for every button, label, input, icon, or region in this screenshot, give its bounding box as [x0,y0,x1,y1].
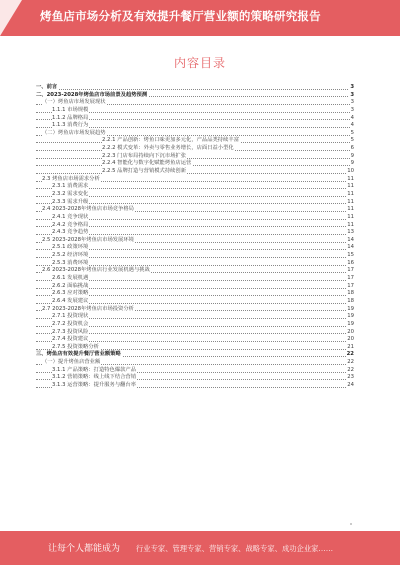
toc-page-number: 19 [347,313,354,320]
toc-page-number: 20 [347,328,354,335]
toc-entry[interactable] [36,99,354,107]
toc-page-number: 21 [347,343,354,350]
toc-page-number: 22 [346,351,354,358]
toc-entry-text: 2.2.3 门店布局持续向下沉市场扩张 [102,152,187,159]
toc-page-number: 4 [350,114,354,121]
toc-page-number: 4 [350,122,354,129]
toc-leader-dots [36,89,354,90]
toc-entry[interactable] [36,153,354,161]
toc-page-number: 11 [347,190,354,197]
toc-entry[interactable] [36,229,354,237]
toc-entry-text: 2.3.1 消费需求 [52,183,89,190]
toc-entry[interactable] [36,359,354,367]
toc-entry[interactable] [36,214,354,222]
toc-entry-text: 2.7.3 投资风险 [52,328,89,335]
toc-entry-text: 3.1.2 营销策略：线上线下结合营销 [52,374,137,381]
toc-entry[interactable] [36,252,354,260]
toc-entry-text: 2.6.3 应对策略 [52,290,89,297]
toc-page-number: 16 [347,259,354,266]
toc-entry-text: 2.3.2 需求变化 [52,190,89,197]
header-accent-shape [0,0,22,36]
toc-page-number: 14 [347,244,354,251]
toc-entry-text: 2.4 2023-2028年烤鱼店市场竞争格局 [42,206,134,213]
footer-bar [0,531,400,565]
toc-entry-text: 2.5.1 政策环境 [52,244,89,251]
toc-title: 内容目录 [173,56,226,70]
toc-page-number: 3 [350,84,354,90]
toc-entry-text: 2.4.2 竞争格局 [52,221,89,228]
toc-page-number: 17 [347,267,354,274]
toc-page-number: 19 [347,320,354,327]
toc-page-number: 3 [350,99,354,106]
toc-entry-text: （二）烤鱼店市场发展趋势 [42,129,106,136]
toc-page-number: 5 [350,137,354,144]
toc-entry-text: 1.1.2 品牌格局 [52,114,89,121]
footer-slogan-lead: 让每个人都能成为 [48,544,121,554]
toc-page-number: 10 [347,168,354,175]
toc-entry-text: 2.7.5 投资策略分析 [52,343,99,350]
toc-entry[interactable] [36,84,354,92]
toc-entry[interactable] [36,290,354,298]
toc-page-number: 18 [347,290,354,297]
toc-page-number: 19 [347,305,354,312]
toc-entry-text: 3.1.3 运营策略：提升服务与翻台率 [52,381,137,388]
toc-page-number: 22 [347,366,354,373]
toc-entry-text: 2.4.1 竞争现状 [52,213,89,220]
toc-page-number: 9 [350,152,354,159]
toc-page-number: 15 [347,252,354,259]
toc-entry-text: 2.7.1 投资现状 [52,313,89,320]
toc-page-number: 13 [347,229,354,236]
header-bar [0,0,400,36]
toc-entry[interactable] [36,145,354,153]
toc-page-number: 3 [350,91,354,98]
toc-leader-dots [36,173,354,174]
toc-entry[interactable] [36,191,354,199]
toc-entry-text: 三、烤鱼店有效提升餐厅营业额策略 [36,351,121,358]
toc-entry[interactable] [36,107,354,115]
footer-slogan-rest: 行业专家、管理专家、营销专家、战略专家、成功企业家…… [136,544,334,553]
toc-leader-dots [36,165,354,166]
toc-entry-text: 2.3 烤鱼店市场需求分析 [42,175,100,182]
toc-entry-text: 2.7.4 投资建议 [52,336,89,343]
page-marker [350,523,352,525]
toc-page-number: 17 [347,275,354,282]
toc-entry-text: （一）提升烤鱼店营业额 [42,359,101,366]
toc-entry[interactable] [36,351,354,359]
toc-entry-text: 2.6.2 面临挑战 [52,282,89,289]
toc-page-number: 11 [347,183,354,190]
toc-page-number: 11 [347,213,354,220]
toc-page-number: 5 [350,129,354,136]
toc-entry[interactable] [36,168,354,176]
toc-entry[interactable] [36,275,354,283]
toc-entry[interactable] [36,313,354,321]
toc-page-number: 17 [347,282,354,289]
table-of-contents [36,84,354,390]
toc-entry-text: 2.2.2 模式变革：外卖与零售业务增长，店面日益小型化 [102,145,234,152]
toc-entry-text: 2.5.2 经济环境 [52,252,89,259]
toc-page-number: 11 [347,206,354,213]
toc-page-number: 11 [347,175,354,182]
toc-page-number: 18 [347,297,354,304]
toc-entry[interactable] [36,206,354,214]
toc-entry-text: 2.2.1 产品创新：烤鱼口味更加多元化，产品品类持续丰富 [102,137,239,144]
toc-entry-text: 2.6.4 发展建议 [52,297,89,304]
toc-entry[interactable] [36,382,354,390]
toc-entry-text: 2.4.3 竞争趋势 [52,229,89,236]
toc-entry[interactable] [36,160,354,168]
toc-entry[interactable] [36,374,354,382]
toc-page-number: 24 [347,381,354,388]
toc-entry-text: 二、2023-2028年烤鱼店市场前景及趋势预测 [36,91,148,98]
toc-entry-text: 一、前言 [36,84,58,90]
toc-page-number: 14 [347,236,354,243]
toc-entry-text: 2.5.3 消费环境 [52,259,89,266]
toc-entry-text: 1.1.1 市场规模 [52,106,89,113]
toc-entry[interactable] [36,336,354,344]
toc-page-number: 6 [350,145,354,152]
toc-page-number: 9 [350,160,354,167]
toc-entry[interactable] [36,267,354,275]
toc-page-number: 11 [347,221,354,228]
toc-entry-text: 2.6 2023-2028年烤鱼店行业发展机遇与挑战 [42,267,150,274]
report-title: 烤鱼店市场分析及有效提升餐厅营业额的策略研究报告 [40,9,321,23]
toc-entry-text: 1.1.3 消费行为 [52,122,89,129]
toc-leader-dots [36,158,354,159]
toc-entry-text: 2.2.5 品牌打造与营销模式持续创新 [102,168,187,175]
toc-entry-text: 2.5 2023-2028年烤鱼店市场发展环境 [42,236,134,243]
toc-entry-text: 2.7.2 投资机会 [52,320,89,327]
toc-entry-text: （一）烤鱼店市场发展现状 [42,99,106,106]
toc-entry[interactable] [36,298,354,306]
toc-entry-text: 2.7 2023-2028年烤鱼店市场投资分析 [42,305,134,312]
toc-page-number: 11 [347,198,354,205]
toc-entry[interactable] [36,244,354,252]
toc-entry[interactable] [36,137,354,145]
toc-page-number: 3 [350,106,354,113]
toc-entry-text: 2.6.1 发展机遇 [52,275,89,282]
toc-page-number: 22 [347,359,354,366]
toc-entry-text: 2.3.3 需求升级 [52,198,89,205]
toc-entry-text: 3.1.1 产品策略：打造特色爆款产品 [52,366,137,373]
toc-entry[interactable] [36,329,354,337]
footer-slogan [48,541,333,554]
toc-entry[interactable] [36,321,354,329]
toc-entry[interactable] [36,183,354,191]
toc-entry-text: 2.2.4 智能化与数字化赋能烤鱼店运营 [102,160,192,167]
toc-page-number: 20 [347,336,354,343]
toc-page-number: 23 [347,374,354,381]
toc-entry[interactable] [36,122,354,130]
